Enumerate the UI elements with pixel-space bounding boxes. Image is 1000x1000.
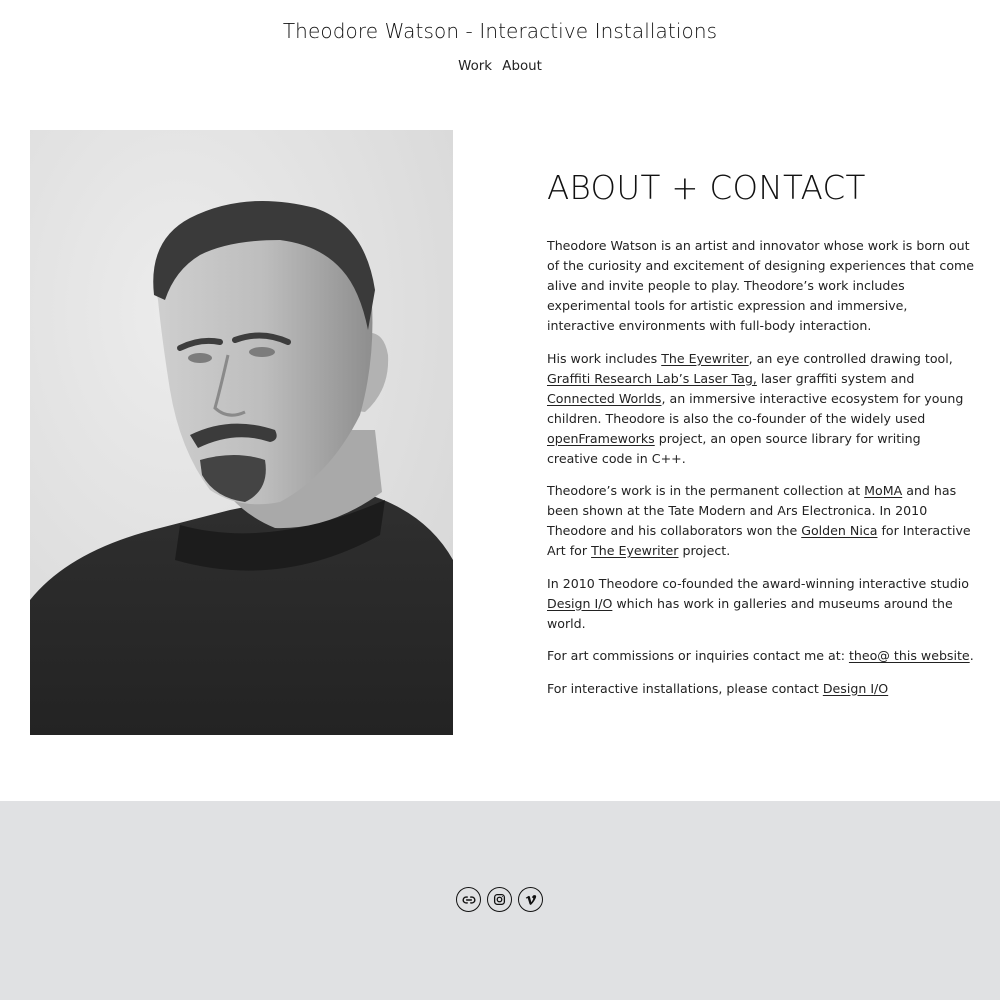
- text: which has work in galleries and museums around the world.: [547, 595, 953, 631]
- main-nav: [0, 59, 1000, 74]
- bio-paragraph-installations: [547, 679, 975, 699]
- bio-paragraph-works: [547, 349, 975, 469]
- text: , an immersive interactive ecosystem for young children. Theodore is also the co-founder of the widely used: [547, 390, 964, 426]
- link-design-io-2[interactable]: Design I/O: [822, 680, 889, 696]
- link-the-eyewriter[interactable]: The Eyewriter: [661, 350, 749, 366]
- text: His work includes: [547, 350, 662, 366]
- text: project.: [678, 543, 731, 558]
- text: Theodore’s work is in the permanent collection at: [547, 483, 865, 498]
- site-header: [0, 0, 1000, 100]
- about-section: [547, 165, 975, 711]
- link-openframeworks[interactable]: openFrameworks: [547, 430, 655, 446]
- nav-work[interactable]: Work: [458, 59, 493, 74]
- text: .: [969, 648, 974, 663]
- link-the-eyewriter-2[interactable]: The Eyewriter: [591, 543, 679, 558]
- footer: [0, 801, 1000, 1000]
- social-links: [456, 887, 543, 912]
- text: For art commissions or inquiries contact me at:: [547, 648, 849, 663]
- bio-paragraph-contact: [547, 646, 975, 666]
- text: laser graffiti system and: [756, 370, 915, 386]
- bio-paragraph-collections: [547, 481, 975, 561]
- link-moma[interactable]: MoMA: [864, 483, 903, 498]
- vimeo-icon[interactable]: [518, 887, 543, 912]
- page-heading: ABOUT + CONTACT: [547, 169, 866, 207]
- link-graffiti-research-lab[interactable]: Graffiti Research Lab’s Laser Tag,: [547, 370, 757, 386]
- nav-about[interactable]: About: [502, 59, 542, 74]
- bio: [547, 236, 975, 699]
- text: , an eye controlled drawing tool,: [748, 350, 953, 366]
- text: project, an open source library for writing creative code in C++.: [547, 430, 921, 466]
- link-email[interactable]: theo@ this website: [848, 648, 970, 663]
- link-icon[interactable]: [456, 887, 481, 912]
- bio-paragraph-intro: Theodore Watson is an artist and innovator whose work is born out of the curiosity and excitement of designing experiences that come alive and invite people to play. Theodore’s work includes experimental tools for artistic expression and immersive, interactive environments with full-body interaction.: [547, 238, 975, 333]
- link-golden-nica[interactable]: Golden Nica: [801, 523, 878, 538]
- site-title[interactable]: Theodore Watson - Interactive Installations: [282, 19, 718, 43]
- text: For interactive installations, please contact: [547, 680, 823, 696]
- instagram-icon[interactable]: [487, 887, 512, 912]
- text: and has been shown at the Tate Modern and Ars Electronica. In 2010 Theodore and his collaborators won the: [547, 483, 957, 538]
- bio-paragraph-studio: [547, 574, 975, 634]
- text: for Interactive Art for: [547, 523, 971, 558]
- link-connected-worlds[interactable]: Connected Worlds: [547, 390, 662, 406]
- link-design-io[interactable]: Design I/O: [547, 595, 613, 611]
- text: In 2010 Theodore co-founded the award-winning interactive studio: [547, 575, 969, 591]
- portrait-photo: [30, 130, 453, 735]
